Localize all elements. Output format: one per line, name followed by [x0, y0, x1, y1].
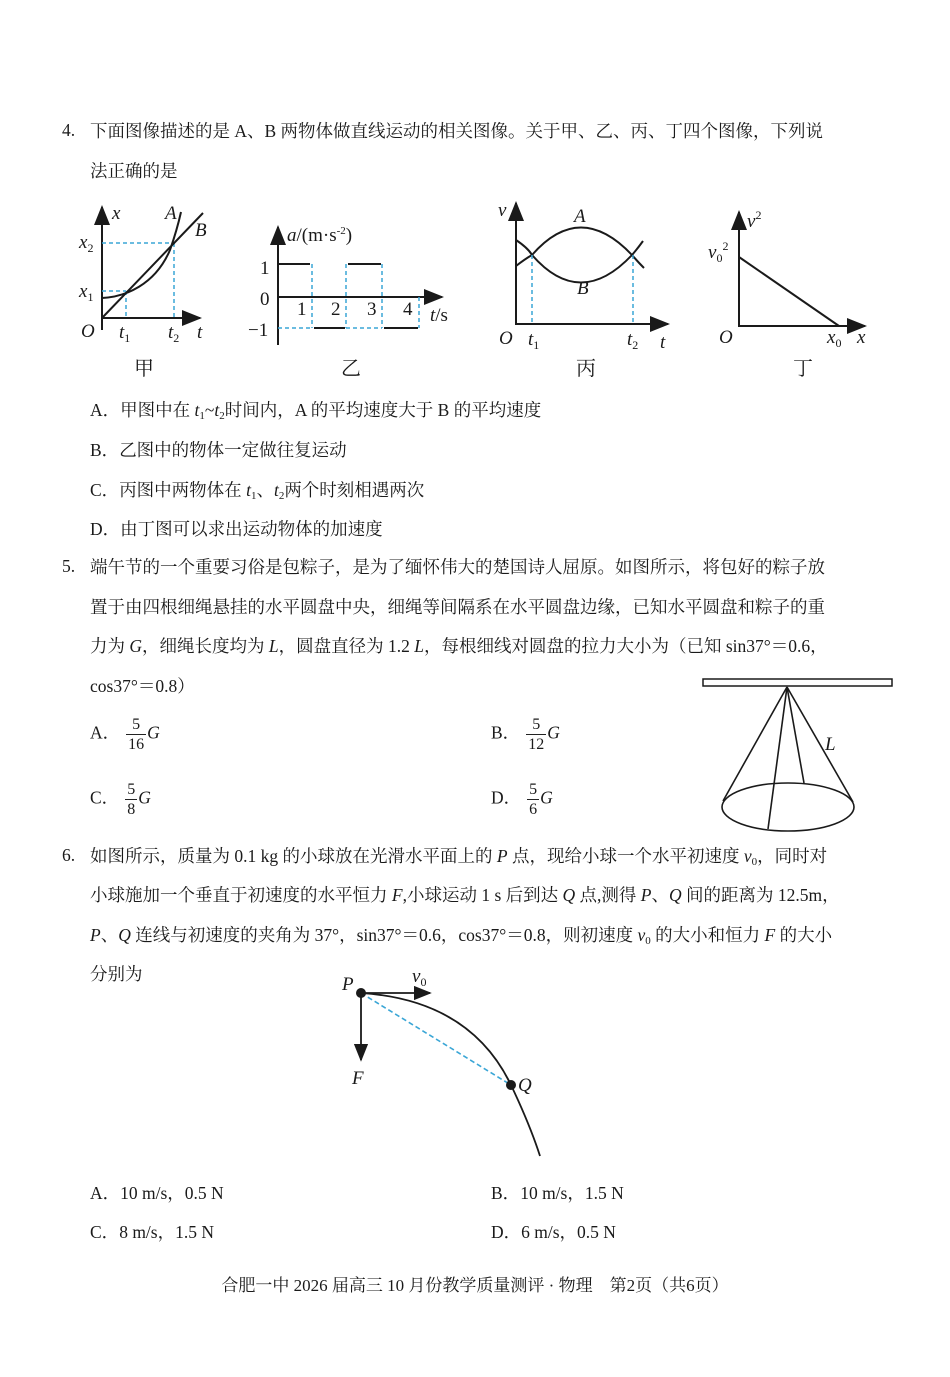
svg-text:t: t	[660, 332, 666, 353]
question-6-line2: 小球施加一个垂直于初速度的水平恒力 F,小球运动 1 s 后到达 Q 点,测得 P、Q 间的距离为 12.5m，	[90, 885, 840, 905]
velocity-label: $v_0$	[412, 966, 427, 989]
q5-option-c[interactable]: C． $\frac{5}{8}$ G	[90, 781, 151, 818]
svg-text:O: O	[719, 327, 733, 348]
svg-text:t1: $t_1$	[119, 322, 131, 345]
svg-text:t1: $t_1$	[528, 329, 540, 352]
question-6-line1: 如图所示，质量为 0.1 kg 的小球放在光滑水平面上的 P 点，现给小球一个水平初速度 $v_0$，同时对	[90, 846, 828, 868]
svg-text:4: 4	[403, 299, 413, 320]
curve-label-B: B	[195, 220, 207, 241]
svg-text:a/(m·s-2): $a/(m\cdot s^{-2})$	[287, 225, 353, 246]
svg-text:x: x	[857, 327, 866, 348]
q6-option-d[interactable]: D．6 m/s，0.5 N	[491, 1222, 616, 1242]
svg-text:A: A	[574, 206, 586, 227]
q6-option-c[interactable]: C．8 m/s，1.5 N	[90, 1222, 214, 1242]
question-5-number: 5.	[62, 556, 76, 576]
figure-caption-yi: 乙	[341, 356, 361, 380]
page-footer: 合肥一中 2026 届高三 10 月份教学质量测评 · 物理 第2页（共6页）	[221, 1276, 729, 1295]
question-5-line2: 置于由四根细绳悬挂的水平圆盘中央，细绳等间隔系在水平圆盘边缘，已知水平圆盘和粽子的重	[90, 597, 825, 617]
figure-caption-bing: 丙	[576, 356, 596, 380]
question-5-line3: 力为 G，细绳长度均为 L，圆盘直径为 1.2 L，每根细线对圆盘的拉力大小为（已知 sin37°＝0.6，	[90, 636, 828, 656]
question-5-line1: 端午节的一个重要习俗是包粽子，是为了缅怀伟大的楚国诗人屈原。如图所示，将包好的粽子放	[90, 557, 825, 577]
point-P-label: P	[342, 974, 354, 995]
q4-option-c[interactable]: C．丙图中两物体在 $t_1$、$t_2$两个时刻相遇两次	[90, 480, 425, 502]
figure-yi-at-graph	[240, 215, 460, 350]
curve-label-A: A	[165, 203, 177, 224]
svg-text:x2: $x_2$	[79, 232, 94, 255]
q5-option-a[interactable]: A． $\frac{5}{16}$ G	[90, 716, 160, 753]
rope-length-label: L	[825, 734, 836, 755]
svg-text:v2: $v^2$	[747, 208, 762, 232]
question-6-line4: 分别为	[90, 964, 143, 984]
question-4-number: 4.	[62, 120, 76, 140]
svg-text:v02: $v_0^2$	[708, 239, 729, 265]
question-4-stem-line2: 法正确的是	[90, 161, 178, 181]
svg-text:t2: $t_2$	[168, 322, 180, 345]
figure-bing-vt-graph	[495, 200, 675, 353]
svg-text:1: 1	[260, 258, 270, 279]
force-label: F	[352, 1068, 364, 1089]
figure-trajectory	[330, 960, 560, 1160]
figure-ding-v2x-graph	[705, 205, 875, 350]
svg-text:x0: $x_0$	[827, 327, 842, 350]
svg-text:3: 3	[367, 299, 377, 320]
figure-jia-xt-graph	[75, 200, 225, 350]
q4-option-a[interactable]: A．甲图中在 $t_1\sim t_2$时间内，A 的平均速度大于 B 的平均速度	[90, 400, 542, 422]
svg-text:0: 0	[260, 289, 270, 310]
question-6-line3: P、Q 连线与初速度的夹角为 37°，sin37°＝0.6，cos37°＝0.8，则初速度 $v_0$ 的大小和恒力 F 的大小	[90, 925, 833, 947]
figure-caption-jia: 甲	[134, 356, 154, 380]
svg-text:O: O	[81, 321, 95, 342]
point-Q-label: Q	[518, 1075, 532, 1096]
question-4-stem-line1: 下面图像描述的是 A、B 两物体做直线运动的相关图像。关于甲、乙、丙、丁四个图像，下列说	[90, 121, 824, 141]
svg-text:−1: −1	[248, 320, 269, 341]
svg-text:t2: $t_2$	[627, 329, 639, 352]
question-5-line4: cos37°＝0.8）	[90, 676, 195, 696]
q5-option-b[interactable]: B． $\frac{5}{12}$ G	[491, 716, 560, 753]
figure-caption-ding: 丁	[793, 356, 813, 380]
svg-text:O: O	[499, 328, 513, 349]
svg-text:1: 1	[297, 299, 307, 320]
question-6-number: 6.	[62, 845, 76, 865]
svg-text:2: 2	[331, 299, 341, 320]
q5-option-d[interactable]: D． $\frac{5}{6}$ G	[491, 781, 553, 818]
q6-option-b[interactable]: B．10 m/s，1.5 N	[491, 1183, 624, 1203]
svg-text:t/s: t/s	[430, 305, 448, 326]
q4-option-d[interactable]: D．由丁图可以求出运动物体的加速度	[90, 519, 383, 539]
q4-option-b[interactable]: B．乙图中的物体一定做往复运动	[90, 440, 347, 460]
svg-text:B: B	[577, 278, 589, 299]
svg-text:v: v	[498, 200, 507, 221]
svg-text:t: t	[197, 322, 203, 343]
axis-label-x: x	[112, 203, 121, 224]
svg-text:x1: $x_1$	[79, 281, 94, 304]
q6-option-a[interactable]: A．10 m/s，0.5 N	[90, 1183, 224, 1203]
figure-hanging-disk	[700, 676, 900, 836]
